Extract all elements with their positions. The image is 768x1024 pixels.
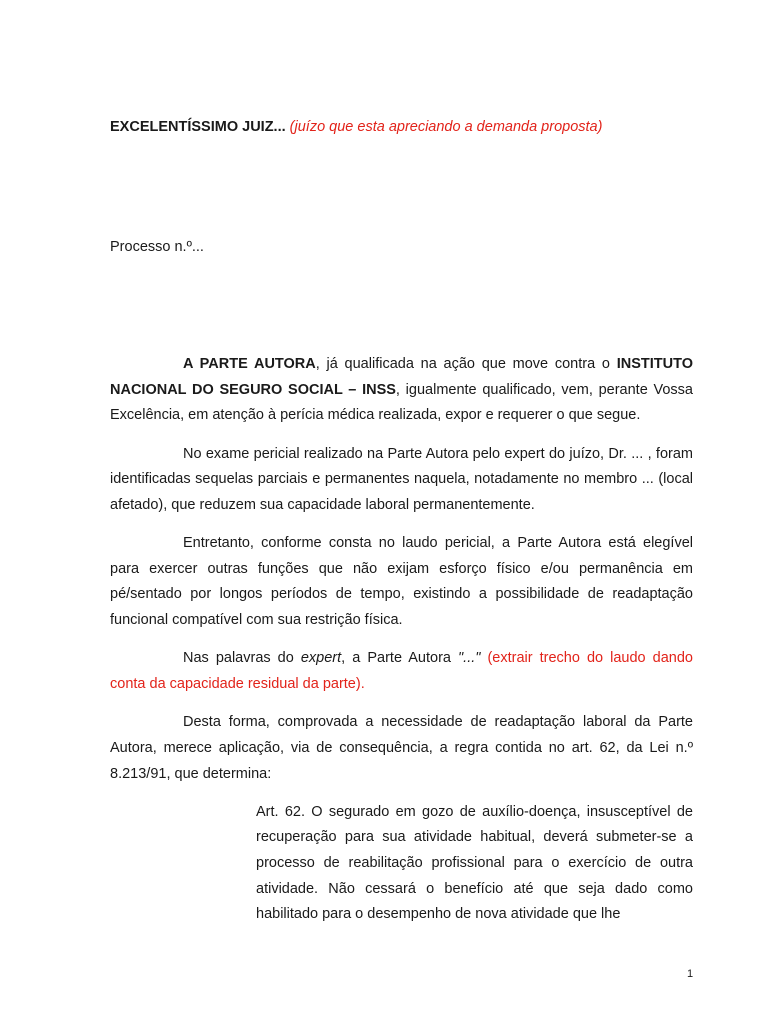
expert-term: expert — [300, 650, 342, 667]
paragraph-intro — [110, 352, 693, 429]
paragraph-exam: No exame pericial realizado na Parte Autora pelo expert do juízo, Dr. ... , foram identificadas sequelas parciais e permanentes naquela, notadamente no membro ... (local afetado), que reduzem sua capacidade laboral permanentemente. — [110, 445, 693, 513]
paragraph-text: Nas palavras do — [183, 650, 301, 667]
defendant-name: INSTITUTO NACIONAL DO SEGURO SOCIAL – INSS — [110, 356, 694, 398]
process-number: Processo n.º... — [110, 239, 204, 255]
addressee-title: EXCELENTÍSSIMO JUIZ... — [110, 119, 286, 135]
quote-placeholder: "..." — [458, 650, 481, 667]
party-name: A PARTE AUTORA — [183, 356, 316, 372]
paragraph-text: , igualmente qualificado, vem, perante Vossa Excelência, em atenção à perícia médica realizada, expor e requerer o que segue. — [110, 381, 693, 424]
law-citation: Art. 62. O segurado em gozo de auxílio-doença, insusceptível de recuperação para sua atividade habitual, deverá submeter-se a processo de reabilitação profissional para o exercício de outra atividade. Não cessará o benefício até que seja dado como habilitado para o desempenho de nova atividade que lhe — [256, 803, 693, 923]
page-number: 1 — [687, 968, 694, 980]
addressee-heading — [110, 118, 602, 136]
document-body — [110, 352, 693, 928]
annotation-note: (extrair trecho do laudo dando conta da capacidade residual da parte). — [110, 650, 693, 692]
paragraph-text: , a Parte Autora — [341, 650, 459, 667]
paragraph-text: , já qualificada na ação que move contra o — [315, 356, 617, 372]
addressee-note: (juízo que esta apreciando a demanda proposta) — [289, 119, 603, 135]
paragraph-expert-quote — [110, 646, 693, 697]
paragraph-eligibility: Entretanto, conforme consta no laudo pericial, a Parte Autora está elegível para exercer outras funções que não exijam esforço físico e/ou permanência em pé/sentado por longos períodos de tempo, existindo a possibilidade de readaptação funcional compatível com sua restrição física. — [110, 535, 693, 628]
paragraph-conclusion: Desta forma, comprovada a necessidade de readaptação laboral da Parte Autora, merece aplicação, via de consequência, a regra contida no art. 62, da Lei n.º 8.213/91, que determina: — [110, 714, 693, 782]
